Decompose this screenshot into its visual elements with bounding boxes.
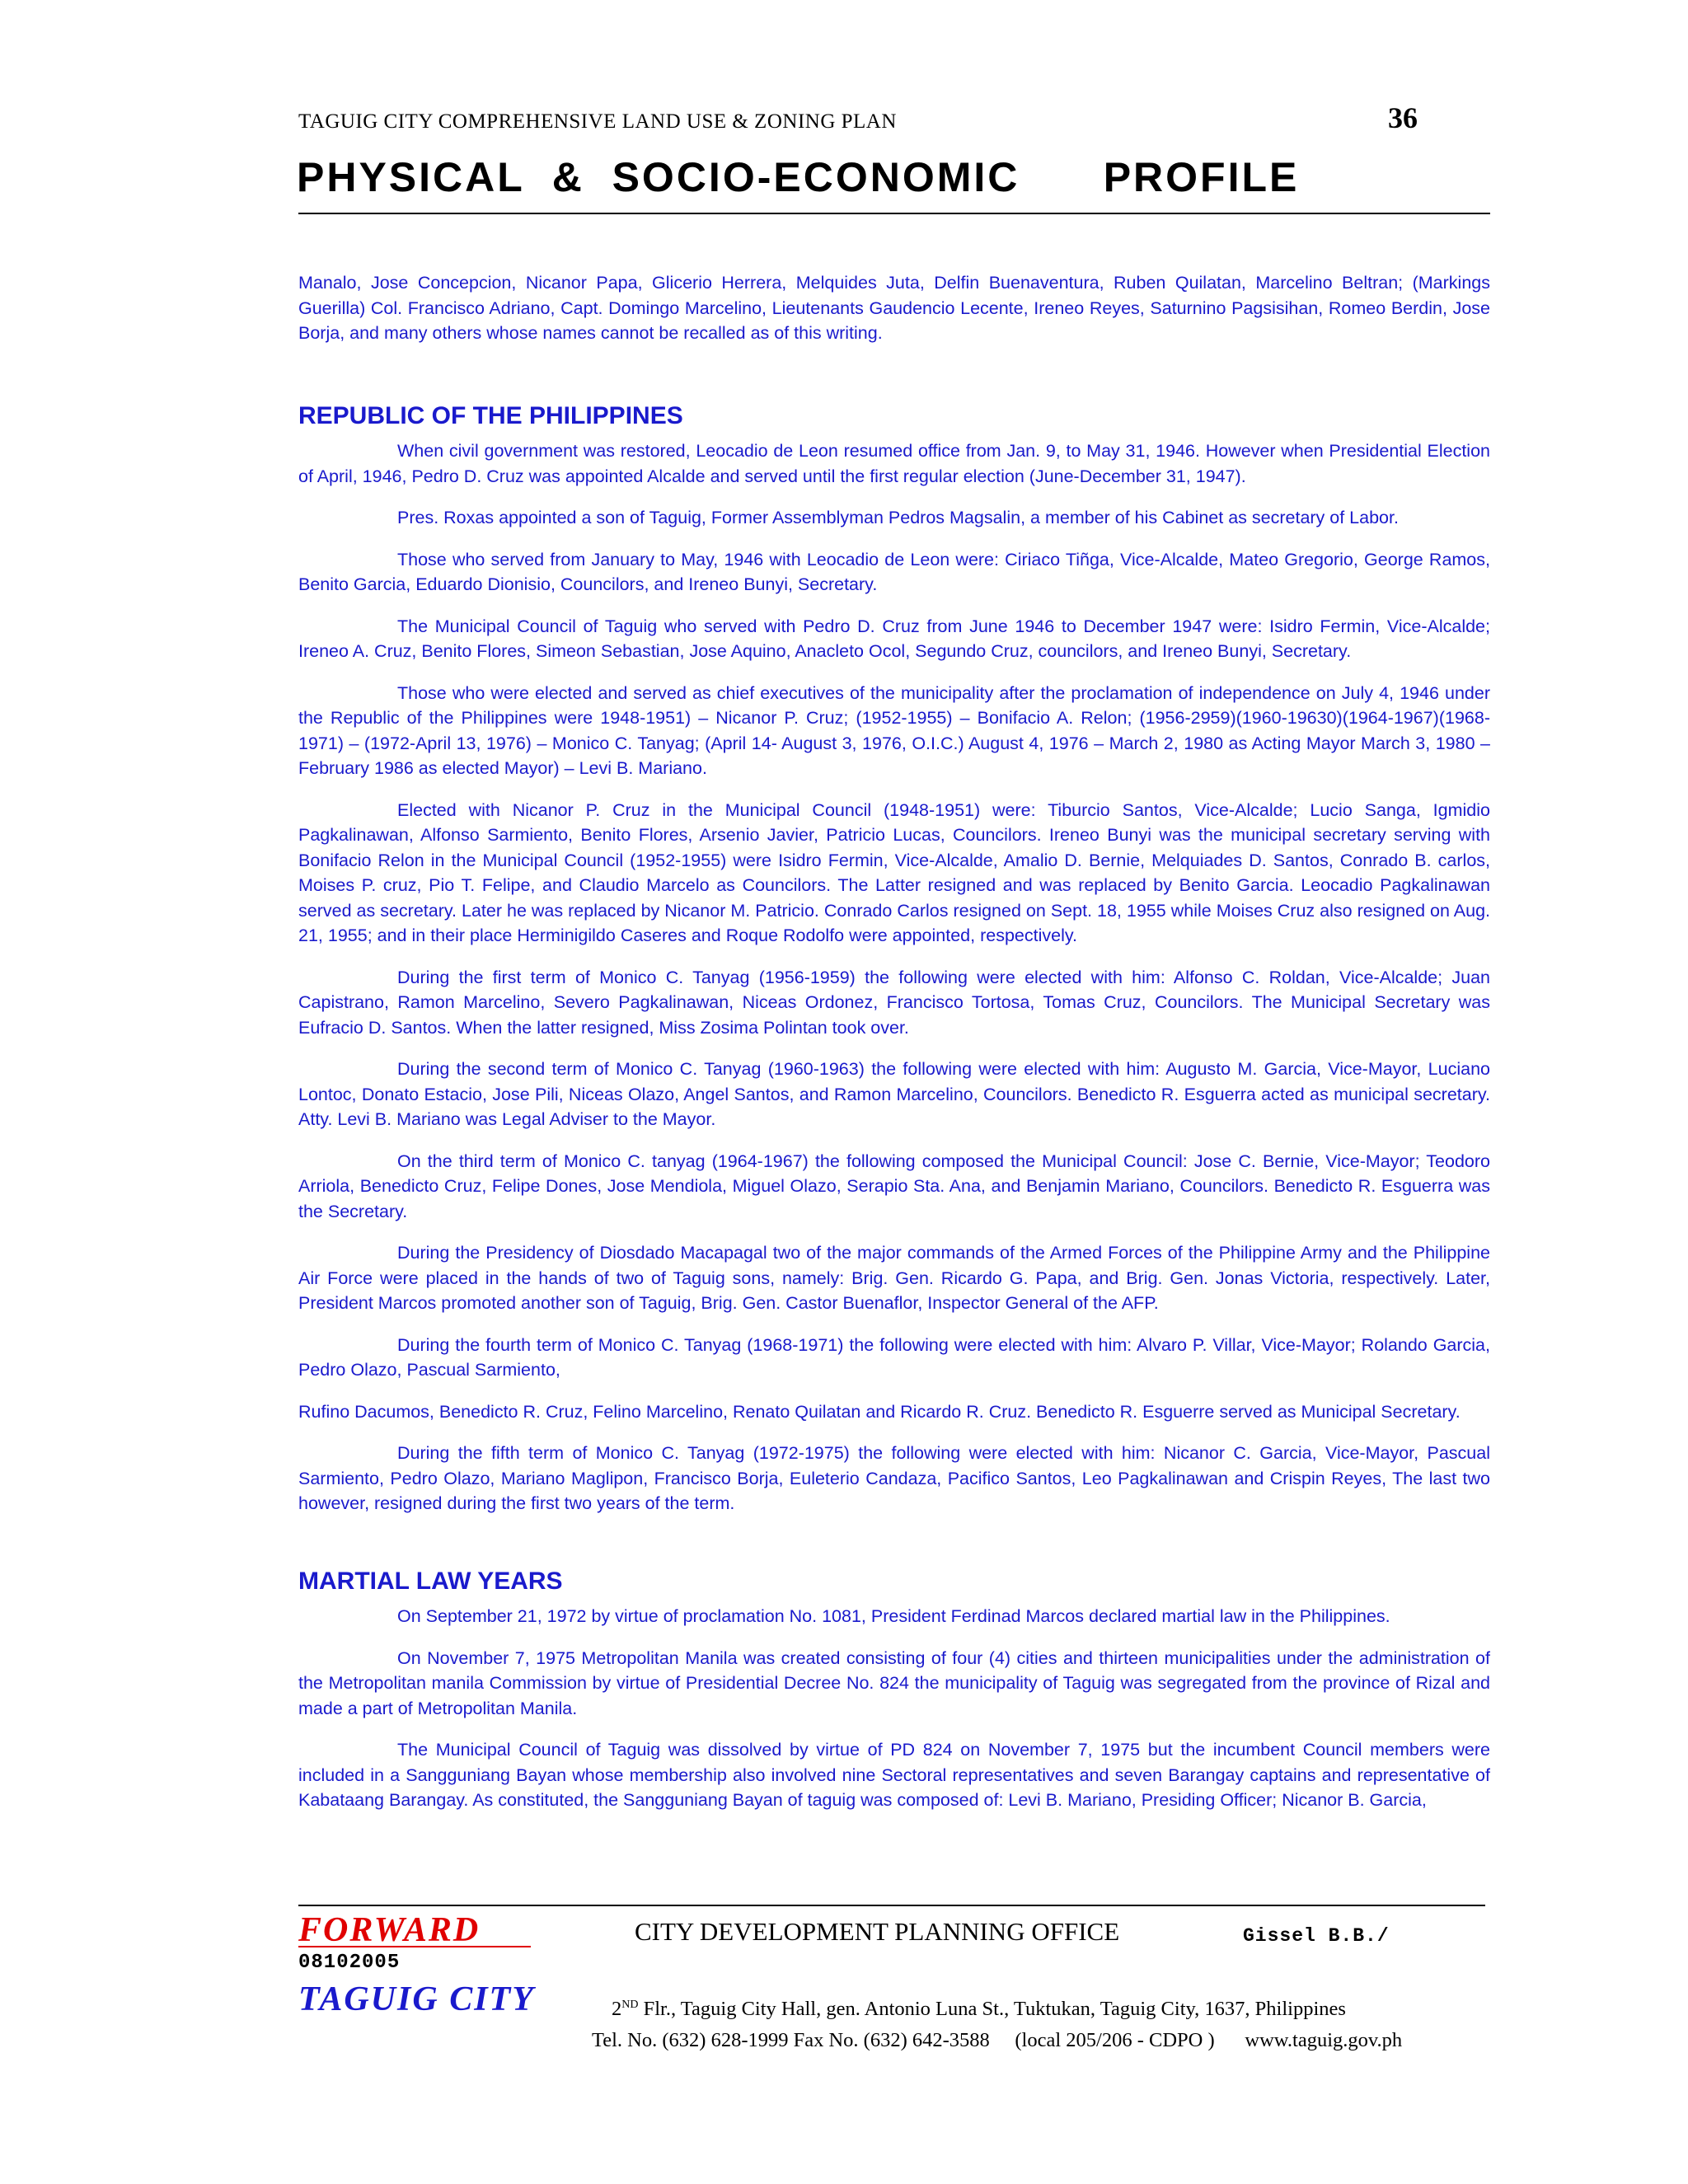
author-initials: Gissel B.B./ <box>1243 1925 1390 1947</box>
paragraph: On the third term of Monico C. tanyag (1964-1967) the following composed the Municipal Council: Jose C. Bernie, Vice-Mayor; Teodoro Arriola, Benedicto Cruz, Felipe Dones, Jose Mendiola, Miguel Olazo, Serapio Sta. Ana, and Benjamin Mariano, Councilors. Benedicto R. Esguerra was the Secretary. <box>298 1151 1490 1221</box>
section-heading-republic: REPUBLIC OF THE PHILIPPINES <box>298 401 683 429</box>
page-number: 36 <box>1388 101 1418 134</box>
paragraph: Elected with Nicanor P. Cruz in the Municipal Council (1948-1951) were: Tiburcio Santos, Vice-Alcalde; Lucio Sanga, Igmidio Pagkalinawan, Alfonso Sarmiento, Benito Flores, Arsenio Javier, Patricio Lucas, Councilors. Ireneo Bunyi was the municipal secretary serving with Bonifacio Relon in the Municipal Council (1952-1955) were Isidro Fermin, Vice-Alcalde, Amalio D. Bernie, Melquiades D. Santos, Conrado B. carlos, Moises P. cruz, Pio T. Felipe, and Claudio Marcelo as Councilors. The Latter resigned and was replaced by Benito Garcia. Leocadio Pagkalinawan served as secretary. Later he was replaced by Nicanor M. Patricio. Conrado Carlos resigned on Sept. 18, 1955 while Moises Cruz also resigned on Aug. 21, 1955; and in their place Herminigildo Caseres and Roque Rodolfo were appointed, respectively. <box>298 799 1490 945</box>
date-code: 08102005 <box>298 1952 401 1974</box>
paragraph: During the Presidency of Diosdado Macapagal two of the major commands of the Armed Forces of the Philippine Army and the Philippine Air Force were placed in the hands of two of Taguig sons, namely: Brig. Gen. Ricardo G. Papa, and Brig. Gen. Jonas Victoria, respectively. Later, President Marcos promoted another son of Taguig, Brig. Gen. Castor Buenaflor, Inspector General of the AFP. <box>298 1243 1490 1313</box>
paragraph: Pres. Roxas appointed a son of Taguig, Former Assemblyman Pedros Magsalin, a member of his Cabinet as secretary of Labor. <box>397 508 1399 527</box>
paragraph: On November 7, 1975 Metropolitan Manila was created consisting of four (4) cities and thirteen municipalities under the administration of the Metropolitan manila Commission by virtue of Presidential Decree No. 824 the municipality of Taguig was segregated from the province of Rizal and made a part of Metropolitan Manila. <box>298 1647 1490 1718</box>
footer-divider <box>298 1905 1485 1906</box>
paragraph: During the fourth term of Monico C. Tanyag (1968-1971) the following were elected with him: Alvaro P. Villar, Vice-Mayor; Rolando Garcia, Pedro Olazo, Pascual Sarmiento, <box>298 1334 1490 1380</box>
paragraph: During the second term of Monico C. Tanyag (1960-1963) the following were elected with him: Augusto M. Garcia, Vice-Mayor, Luciano Lontoc, Donato Estacio, Jose Pili, Niceas Olazo, Angel Santos, and Ramon Marcelino, Councilors. Benedicto R. Esguerra acted as municipal secretary. Atty. Levi B. Mariano was Legal Adviser to the Mayor. <box>298 1059 1490 1129</box>
paragraph: The Municipal Council of Taguig was dissolved by virtue of PD 824 on November 7, 1975 but the incumbent Council members were included in a Sangguniang Bayan whose membership also involved nine Sectoral representatives and seven Barangay captains and representative of Kabataang Barangay. As constituted, the Sangguniang Bayan of taguig was composed of: Levi B. Mariano, Presiding Officer; Nicanor B. Garcia, <box>298 1740 1490 1810</box>
paragraph: When civil government was restored, Leocadio de Leon resumed office from Jan. 9, to May 31, 1946. However when Presidential Election of April, 1946, Pedro D. Cruz was appointed Alcalde and served until the first regular election (June-December 31, 1947). <box>298 441 1490 486</box>
intro-paragraph: Manalo, Jose Concepcion, Nicanor Papa, Glicerio Herrera, Melquides Juta, Delfin Buenaventura, Ruben Quilatan, Marcelino Beltran; (Markings Guerilla) Col. Francisco Adriano, Capt. Domingo Marcelino, Lieutenants Gaudencio Lecente, Ireneo Reyes, Saturnino Pagsisihan, Romeo Berdin, Jose Borja, and many others whose names cannot be recalled as of this writing. <box>298 273 1490 343</box>
paragraph: During the fifth term of Monico C. Tanyag (1972-1975) the following were elected with him: Nicanor C. Garcia, Vice-Mayor, Pascual Sarmiento, Pedro Olazo, Mariano Maglipon, Francisco Borja, Euleterio Candaza, Pacifico Santos, Leo Pagkalinawan and Crispin Reyes, The last two however, resigned during the first two years of the term. <box>298 1443 1490 1513</box>
paragraph: The Municipal Council of Taguig who served with Pedro D. Cruz from June 1946 to December 1947 were: Isidro Fermin, Vice-Alcalde; Ireneo A. Cruz, Benito Flores, Simeon Sebastian, Jose Aquino, Anacleto Ocol, Segundo Cruz, councilors, and Ireneo Bunyi, Secretary. <box>298 616 1490 661</box>
document-title: TAGUIG CITY COMPREHENSIVE LAND USE & ZONING PLAN <box>298 110 897 133</box>
forward-logo: FORWARD <box>298 1911 481 1949</box>
forward-logo-underline <box>298 1946 531 1947</box>
floor-number: 2 <box>612 1998 622 2020</box>
header-divider <box>298 213 1490 214</box>
contact-line: Tel. No. (632) 628-1999 Fax No. (632) 642-3588 (local 205/206 - CDPO ) www.taguig.gov.ph <box>592 2029 1403 2051</box>
taguig-city-logo: TAGUIG CITY <box>298 1980 535 2018</box>
office-name: CITY DEVELOPMENT PLANNING OFFICE <box>635 1917 1120 1946</box>
paragraph: On September 21, 1972 by virtue of proclamation No. 1081, President Ferdinad Marcos declared martial law in the Philippines. <box>397 1606 1390 1626</box>
floor-suffix: ND <box>621 1998 639 2011</box>
section-title: PHYSICAL & SOCIO-ECONOMIC PROFILE <box>297 154 1300 200</box>
paragraph: Those who served from January to May, 1946 with Leocadio de Leon were: Ciriaco Tiñga, Vice-Alcalde, Mateo Gregorio, George Ramos, Benito Garcia, Eduardo Dionisio, Councilors, and Ireneo Bunyi, Secretary. <box>298 549 1490 594</box>
paragraph-continuation: Rufino Dacumos, Benedicto R. Cruz, Felino Marcelino, Renato Quilatan and Ricardo R. Cruz. Benedicto R. Esguerre served as Municipal Secretary. <box>298 1401 1461 1422</box>
main-content <box>298 270 1490 1830</box>
office-address <box>612 1998 1346 2021</box>
section-heading-martial-law: MARTIAL LAW YEARS <box>298 1567 563 1595</box>
address-text: Flr., Taguig City Hall, gen. Antonio Luna St., Tuktukan, Taguig City, 1637, Philippines <box>638 1998 1346 2020</box>
paragraph: During the first term of Monico C. Tanyag (1956-1959) the following were elected with him: Alfonso C. Roldan, Vice-Alcalde; Juan Capistrano, Ramon Marcelino, Severo Pagkalinawan, Niceas Ordonez, Francisco Tortosa, Tomas Cruz, Councilors. The Municipal Secretary was Eufracio D. Santos. When the latter resigned, Miss Zosima Polintan took over. <box>298 967 1490 1038</box>
paragraph: Those who were elected and served as chief executives of the municipality after the proclamation of independence on July 4, 1946 under the Republic of the Philippines were 1948-1951) – Nicanor P. Cruz; (1952-1955) – Bonifacio A. Relon; (1956-2959)(1960-19630)(1964-1967)(1968-1971) – (1972-April 13, 1976) – Monico C. Tanyag; (April 14- August 3, 1976, O.I.C.) August 4, 1976 – March 2, 1980 as Acting Mayor March 3, 1980 – February 1986 as elected Mayor) – Levi B. Mariano. <box>298 682 1490 778</box>
